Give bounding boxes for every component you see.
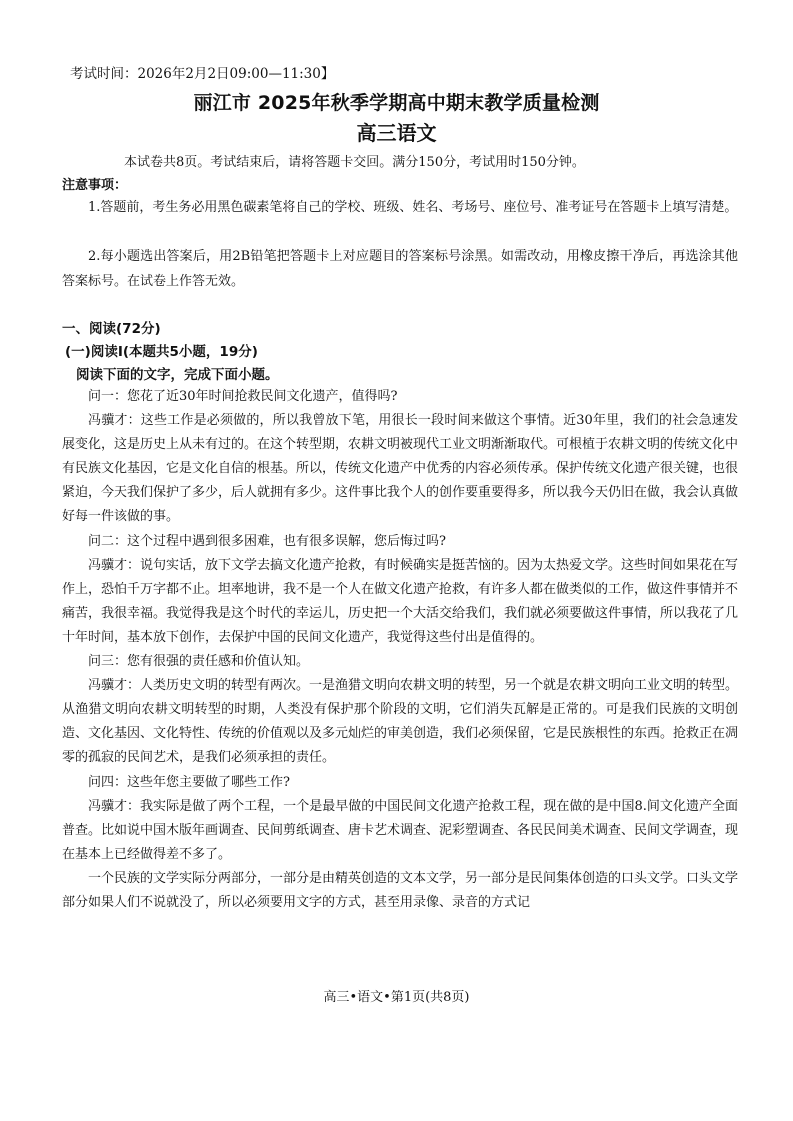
notice-item-1: 1.答题前，考生务必用黑色碳素笔将自己的学校、班级、姓名、考场号、座位号、准考证号在答题卡上填写清楚。	[88, 200, 738, 215]
answer-1: 冯骥才：这些工作是必须做的，所以我曾放下笔，用很长一段时间来做这个事情。近30年里，我们的社会急速发展变化，这是历史上从未有过的。在这个转型期，农耕文明被现代工业文明渐渐取代。可根植于农耕文明的传统文化中有民族文化基因，它是文化自信的根基。所以，传统文化遗产中优秀的内容必须传承。保护传统文化遗产很关键，也很紧迫，今天我们保护了多少，后人就拥有多少。这件事比我个人的创作要重要得多，所以我今天仍旧在做，我会认真做好每一件该做的事。	[62, 413, 739, 525]
section-heading: 一、阅读(72分)	[62, 321, 161, 337]
question-2: 问二：这个过程中遇到很多困难，也有很多误解，您后悔过吗?	[88, 533, 446, 549]
notice-item-2: 2.每小题选出答案后，用2B铅笔把答题卡上对应题目的答案标号涂黑。如需改动，用橡皮擦干净后，再选涂其他答案标号。在试卷上作答无效。	[62, 249, 738, 289]
exam-title: 丽江市 2025年秋季学期高中期末教学质量检测	[193, 92, 600, 114]
passage-paragraph: 一个民族的文学实际分两部分，一部分是由精英创造的文本文学，另一部分是民间集体创造的口头文学。口头文学部分如果人们不说就没了，所以必须要用文字的方式，甚至用录像、录音的方式记	[62, 870, 739, 910]
exam-time: 考试时间：2026年2月2日09:00—11:30】	[70, 66, 335, 82]
reading-instruction: 阅读下面的文字，完成下面小题。	[76, 367, 279, 383]
answer-3: 冯骥才：人类历史文明的转型有两次。一是渔猎文明向农耕文明的转型，另一个就是农耕文明向工业文明的转型。从渔猎文明向农耕文明转型的时期，人类没有保护那个阶段的文明，它们消失瓦解是正常的。可是我们民族的文明创造、文化基因、文化特性、传统的价值观以及多元灿烂的审美创造，我们必须保留，它是民族根性的东西。抢救正在凋零的孤寂的民间艺术，是我们必须承担的责任。	[62, 678, 739, 766]
page-footer: 高三•语文•第1页(共8页)	[323, 990, 470, 1005]
question-4: 问四：这些年您主要做了哪些工作?	[88, 774, 290, 790]
answer-2: 冯骥才：说句实话，放下文学去搞文化遗产抢救，有时候确实是挺苦恼的。因为太热爱文学。这些时间如果花在写作上，恐怕千万字都不止。坦率地讲，我不是一个人在做文化遗产抢救，有许多人都在做类似的工作，做这件事情并不痛苦，我很幸福。我觉得我是这个时代的幸运儿，历史把一个大活交给我们，我们就必须要做这件事情，所以我花了几十年时间，基本放下创作，去保护中国的民间文化遗产，我觉得这些付出是值得的。	[62, 557, 739, 645]
subsection-heading: (一)阅读Ⅰ(本题共5小题，19分)	[65, 344, 258, 360]
notice-heading: 注意事项：	[62, 178, 128, 193]
answer-4: 冯骥才：我实际是做了两个工程，一个是最早做的中国民间文化遗产抢救工程，现在做的是中国8.间文化遗产全面普查。比如说中国木版年画调查、民间剪纸调查、唐卡艺术调查、泥彩塑调查、各民民间美术调查、民间文学调查，现在基本上已经做得差不多了。	[62, 798, 739, 862]
question-1: 问一：您花了近30年时间抢救民间文化遗产，值得吗?	[88, 389, 398, 404]
reading-passage	[62, 385, 738, 915]
question-3: 问三：您有很强的责任感和价值认知。	[88, 654, 310, 670]
exam-intro: 本试卷共8页。考试结束后，请将答题卡交回。满分150分，考试用时150分钟。	[124, 155, 585, 170]
subject-title: 高三语文	[356, 121, 437, 145]
